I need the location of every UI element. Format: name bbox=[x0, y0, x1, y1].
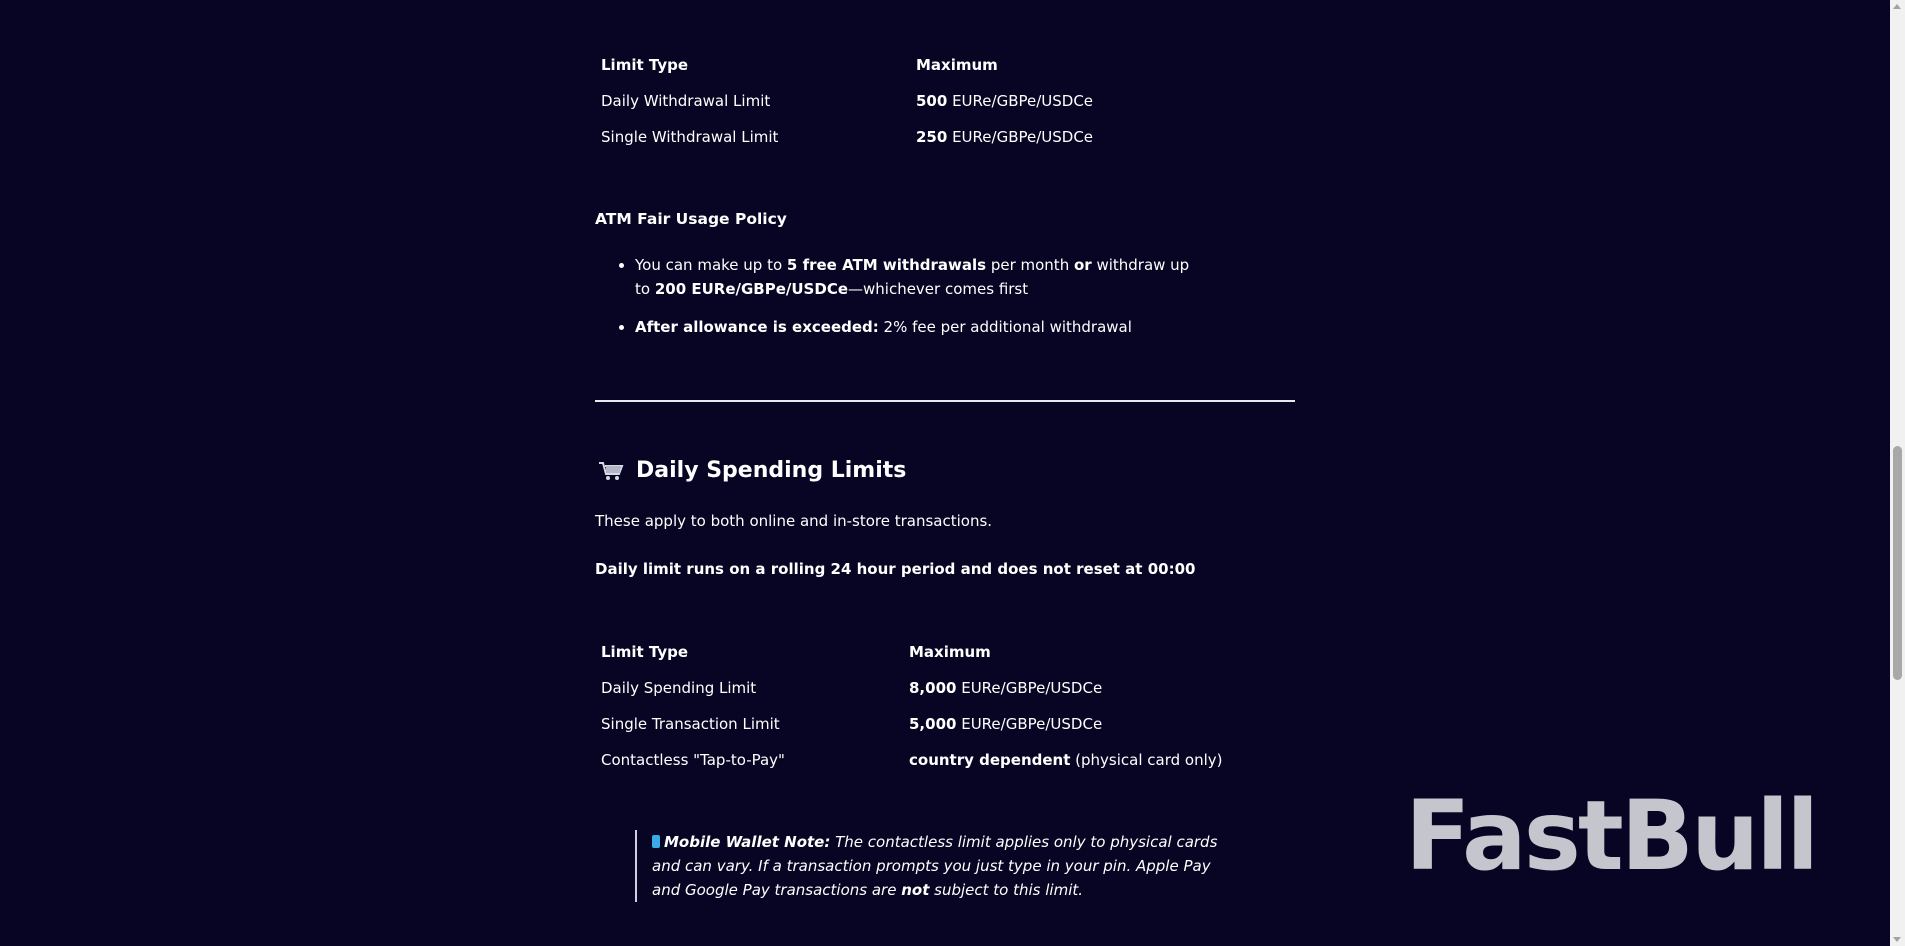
text: withdraw up to bbox=[635, 256, 1190, 298]
header-limit-type: Limit Type bbox=[601, 56, 689, 74]
limit-type-cell: Single Withdrawal Limit bbox=[601, 128, 779, 146]
table-row bbox=[595, 119, 1099, 155]
mobile-phone-icon bbox=[652, 835, 660, 848]
table-header-row bbox=[595, 634, 1229, 670]
text-or: or bbox=[1073, 256, 1092, 274]
table-row bbox=[595, 742, 1229, 778]
limit-type-cell: Daily Withdrawal Limit bbox=[601, 92, 771, 110]
limit-type-cell: Single Transaction Limit bbox=[601, 715, 780, 733]
limit-value-amount: 5,000 bbox=[909, 715, 957, 733]
fastbull-watermark-logo: FastBull bbox=[1405, 780, 1817, 892]
mobile-wallet-note bbox=[635, 830, 1227, 902]
atm-limits-table bbox=[595, 47, 1099, 155]
limit-value-currency: EURe/GBPe/USDCe bbox=[947, 92, 1094, 110]
section-title-text: Daily Spending Limits bbox=[636, 458, 907, 483]
limit-value-amount: country dependent bbox=[909, 751, 1071, 769]
limit-value-cell bbox=[903, 670, 1229, 706]
scroll-up-arrow-icon[interactable] bbox=[1893, 4, 1901, 9]
table-row bbox=[595, 706, 1229, 742]
limit-value-currency: EURe/GBPe/USDCe bbox=[956, 679, 1103, 697]
free-withdrawals-count: 5 free ATM withdrawals bbox=[786, 256, 987, 274]
shopping-cart-icon bbox=[598, 460, 624, 482]
list-item bbox=[635, 315, 1205, 339]
note-text: subject to this limit. bbox=[929, 881, 1084, 899]
limit-value-currency: EURe/GBPe/USDCe bbox=[956, 715, 1103, 733]
spending-limits-table bbox=[595, 634, 1229, 778]
table-row bbox=[595, 670, 1229, 706]
section-title bbox=[598, 458, 906, 483]
atm-policy-heading: ATM Fair Usage Policy bbox=[595, 210, 787, 228]
limit-value-currency: (physical card only) bbox=[1070, 751, 1223, 769]
limit-value-cell bbox=[910, 83, 1099, 119]
free-withdrawal-amount: 200 EURe/GBPe/USDCe bbox=[654, 280, 848, 298]
limit-value-cell bbox=[910, 119, 1099, 155]
table-row bbox=[595, 83, 1099, 119]
scrollbar-thumb[interactable] bbox=[1893, 446, 1902, 680]
limit-value-cell bbox=[903, 742, 1229, 778]
limit-value-amount: 250 bbox=[916, 128, 948, 146]
rolling-period-note: Daily limit runs on a rolling 24 hour period and does not reset at 00:00 bbox=[595, 560, 1196, 578]
text: per month bbox=[986, 256, 1074, 274]
text: You can make up to bbox=[635, 256, 787, 274]
atm-policy-list bbox=[595, 253, 1205, 353]
section-divider bbox=[595, 400, 1295, 402]
header-maximum: Maximum bbox=[916, 56, 998, 74]
header-maximum: Maximum bbox=[909, 643, 991, 661]
limit-value-amount: 8,000 bbox=[909, 679, 957, 697]
header-limit-type: Limit Type bbox=[601, 643, 689, 661]
text: 2% fee per additional withdrawal bbox=[878, 318, 1132, 336]
list-item bbox=[635, 253, 1205, 301]
text: —whichever comes first bbox=[848, 280, 1029, 298]
limit-type-cell: Daily Spending Limit bbox=[601, 679, 757, 697]
note-label: Mobile Wallet Note: bbox=[664, 833, 831, 851]
scroll-down-arrow-icon[interactable] bbox=[1893, 937, 1901, 942]
note-text: The contactless limit applies only to physical cards and can vary. If a transaction prompts you just type in your pin. Apple Pay and Google Pay transactions are bbox=[652, 833, 1218, 899]
table-header-row bbox=[595, 47, 1099, 83]
spending-intro: These apply to both online and in-store transactions. bbox=[595, 512, 993, 530]
note-emphasis: not bbox=[901, 881, 930, 899]
limit-value-cell bbox=[903, 706, 1229, 742]
limit-value-currency: EURe/GBPe/USDCe bbox=[947, 128, 1094, 146]
limit-value-amount: 500 bbox=[916, 92, 948, 110]
allowance-exceeded-label: After allowance is exceeded: bbox=[635, 318, 879, 336]
limit-type-cell: Contactless "Tap-to-Pay" bbox=[601, 751, 785, 769]
vertical-scrollbar[interactable] bbox=[1890, 0, 1905, 946]
